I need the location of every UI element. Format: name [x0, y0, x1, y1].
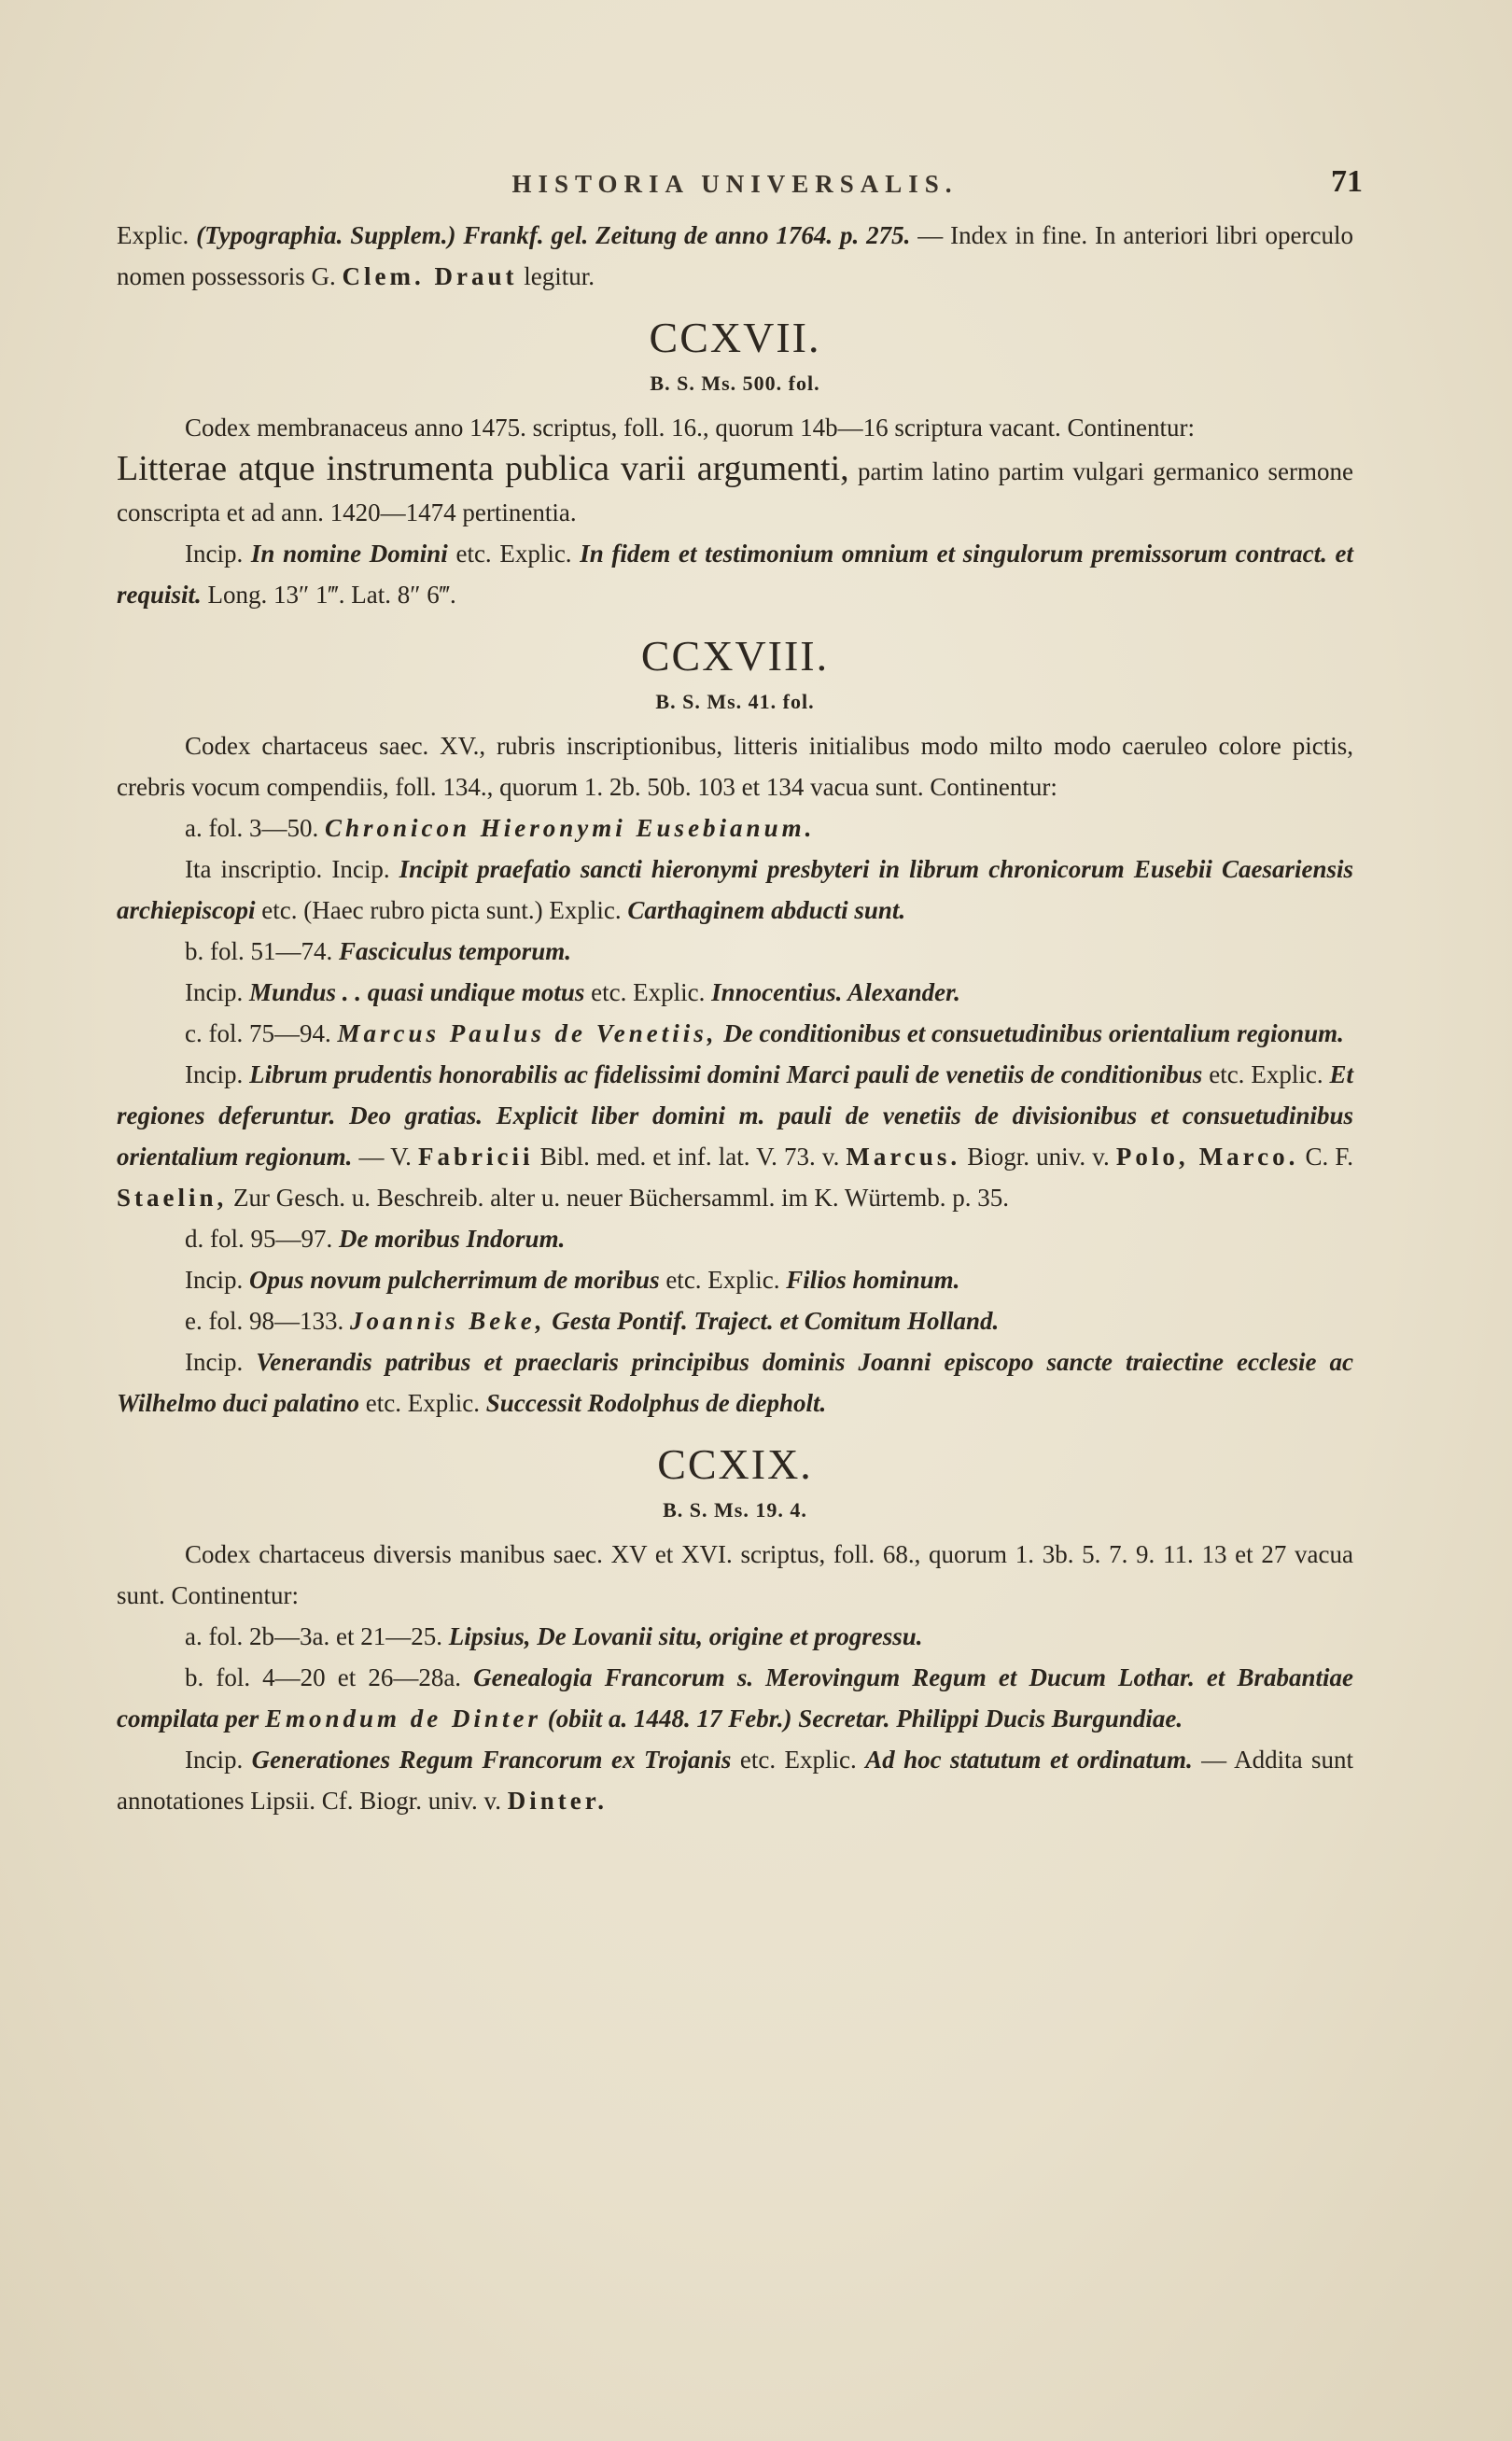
ref-part: C. F.: [1298, 1143, 1353, 1171]
incip-part: Generationes Regum Francorum ex Trojanis: [251, 1746, 732, 1774]
item-head: a. fol. 2b—3a. et 21—25.: [185, 1622, 449, 1650]
incip-part: etc. Explic.: [359, 1389, 486, 1417]
catalogue-page: [117, 159, 1363, 1821]
incip-e-ccxviii: [117, 1341, 1353, 1424]
incip-part: Incip.: [185, 1060, 250, 1088]
incip-part: etc. Explic.: [731, 1746, 866, 1774]
incip-part: etc. Explic.: [659, 1266, 787, 1294]
incip-b-ccxviii: [117, 972, 1353, 1013]
ref-name: Staelin,: [117, 1184, 228, 1212]
ref-part: Biogr. univ. v.: [960, 1143, 1116, 1171]
shelfmark-ccxix: B. S. Ms. 19. 4.: [663, 1498, 807, 1522]
item-d-ccxviii: [117, 1218, 1353, 1259]
item-c-ccxviii: [117, 1013, 1353, 1054]
ref-name: Marcus.: [846, 1143, 961, 1171]
item-b-ccxviii: [117, 931, 1353, 972]
item-author: Joannis Beke,: [349, 1307, 546, 1335]
item-a-ccxix: [117, 1616, 1353, 1657]
incip-part: Venerandis patribus et praeclaris principibus dominis Joanni episcopo sancte traiectine ecclesie ac Wilhelmo duci palatino: [117, 1348, 1353, 1417]
incip-part: Incip.: [185, 1746, 252, 1774]
intro-line2-a: Index in fine. In anteriori libri operculo nomen possessoris G.: [117, 221, 1354, 290]
incip-part: etc. Explic.: [584, 978, 712, 1006]
incip-etc: etc. Explic.: [447, 540, 581, 568]
incip-b-ccxix: [117, 1739, 1353, 1821]
item-head: c. fol. 75—94.: [185, 1019, 338, 1047]
incip-part: Incipit praefatio sancti hieronymi presbyteri in librum chronicorum Eusebii Caesariensis archiepiscopi: [117, 855, 1353, 924]
item-a-ccxviii: [117, 807, 1353, 849]
explic-text: In fidem et testimonium omnium et singulorum premissorum contract. et requisit.: [117, 540, 1354, 609]
incip-part: etc. (Haec rubro picta sunt.) Explic.: [255, 896, 628, 924]
item-head: a. fol. 3—50.: [185, 814, 325, 842]
intro-explic-label: Explic.: [117, 221, 189, 249]
ref-part: Bibl. med. et inf. lat. V. 73. v.: [533, 1143, 847, 1171]
incip-part: Et regiones deferuntur. Deo gratias. Explicit liber domini m. pauli de venetiis de divisionibus et consuetudinibus orientalium regionum.: [117, 1060, 1353, 1171]
incip-part: Incip.: [185, 1348, 257, 1376]
incip-part: Innocentius. Alexander.: [711, 978, 960, 1006]
intro-line2-b: legitur.: [517, 262, 595, 290]
title-ccxvii: [117, 448, 1353, 533]
incip-part: Successit Rodolphus de diepholt.: [485, 1389, 827, 1417]
running-head: [117, 159, 1363, 215]
item-author: Emondum de Dinter: [264, 1704, 542, 1733]
item-head: d. fol. 95—97.: [185, 1225, 339, 1253]
item-title: De moribus Indorum.: [339, 1225, 566, 1253]
intro-explic-text: (Typographia. Supplem.) Frankf. gel. Zeitung de anno 1764. p. 275.: [196, 221, 911, 249]
item-title: Genealogia Francorum s. Merovingum Regum et Ducum Lothar. et Brabantiae compilata per: [117, 1663, 1353, 1733]
incip-d-ccxviii: [117, 1259, 1353, 1300]
incip-a-ccxviii: [117, 849, 1353, 931]
item-title: Gesta Pontif. Traject. et Comitum Holland.: [545, 1307, 1000, 1335]
item-author: Marcus Paulus de Venetiis,: [337, 1019, 718, 1047]
incip-c-ccxviii: [117, 1054, 1353, 1218]
intro-possessor: Clem. Draut: [342, 262, 518, 290]
desc-ccxvii: Codex membranaceus anno 1475. scriptus, foll. 16., quorum 14b—16 scriptura vacant. Continentur:: [185, 414, 1196, 442]
incip-part: — Addita sunt annotationes Lipsii. Cf. Biogr. univ. v.: [117, 1746, 1353, 1815]
incip-text: In nomine Domini: [250, 540, 448, 568]
incip-part: etc. Explic.: [1202, 1060, 1330, 1088]
desc-ccxviii: Codex chartaceus saec. XV., rubris inscriptionibus, litteris initialibus modo milto modo caeruleo colore pictis, crebris vocum compendiis, foll. 134., quorum 1. 2b. 50b. 103 et 134 vacua sunt. Continentur:: [117, 732, 1353, 801]
item-title: De conditionibus et consuetudinibus orientalium regionum.: [717, 1019, 1344, 1047]
incip-part: Incip.: [185, 978, 249, 1006]
item-e-ccxviii: [117, 1300, 1353, 1341]
running-title: HISTORIA UNIVERSALIS.: [511, 170, 959, 198]
title-rest-ccxvii: partim latino partim vulgari germanico sermone conscripta et ad ann. 1420—1474 pertinentia.: [117, 457, 1353, 526]
incip-part: Opus novum pulcherrimum de moribus: [248, 1266, 660, 1294]
incip-part: Ita inscriptio. Incip.: [185, 855, 399, 883]
incip-part: Incip.: [185, 1266, 249, 1294]
item-title: Lipsius, De Lovanii situ, origine et progressu.: [448, 1622, 923, 1650]
item-head: e. fol. 98—133.: [185, 1307, 350, 1335]
item-b-ccxix: [117, 1657, 1353, 1739]
incip-part: Filios hominum.: [786, 1266, 960, 1294]
ref-name: Dinter.: [507, 1787, 608, 1815]
ref-name: Polo, Marco.: [1115, 1143, 1299, 1171]
shelfmark-ccxviii: B. S. Ms. 41. fol.: [655, 690, 815, 713]
incip-part: Ad hoc statutum et ordinatum.: [865, 1746, 1193, 1774]
entry-numeral-ccxvii: CCXVII.: [649, 314, 821, 361]
item-title: (obiit a. 1448. 17 Febr.) Secretar. Philippi Ducis Burgundiae.: [541, 1704, 1183, 1733]
size-text: Long. 13″ 1‴. Lat. 8″ 6‴.: [201, 581, 456, 609]
entry-numeral-ccxviii: CCXVIII.: [640, 632, 830, 680]
item-title: Fasciculus temporum.: [339, 937, 572, 965]
intro-dash: —: [910, 221, 944, 249]
ref-part: Zur Gesch. u. Beschreib. alter u. neuer Büchersamml. im K. Würtemb. p. 35.: [227, 1184, 1010, 1212]
incip-ccxvii: [117, 533, 1353, 615]
incip-label: Incip.: [185, 540, 244, 568]
incip-part: Librum prudentis honorabilis ac fidelissimi domini Marci pauli de venetiis de conditionibus: [249, 1060, 1203, 1088]
item-title: Chronicon Hieronymi Eusebianum.: [324, 814, 816, 842]
ref-part: — V.: [352, 1143, 419, 1171]
entry-numeral-ccxix: CCXIX.: [657, 1440, 813, 1488]
intro-explic: [117, 215, 1353, 297]
ref-name: Fabricii: [418, 1143, 534, 1171]
incip-part: Mundus . . quasi undique motus: [248, 978, 585, 1006]
desc-ccxix: Codex chartaceus diversis manibus saec. XV et XVI. scriptus, foll. 68., quorum 1. 3b. 5. 7. 9. 11. 13 et 27 vacua sunt. Continentur:: [117, 1540, 1353, 1609]
page-number: 71: [1331, 164, 1363, 199]
title-big-ccxvii: Litterae atque instrumenta publica varii argumenti,: [117, 449, 849, 488]
item-head: b. fol. 4—20 et 26—28a.: [185, 1663, 474, 1691]
shelfmark-ccxvii: B. S. Ms. 500. fol.: [650, 372, 820, 395]
incip-part: Carthaginem abducti sunt.: [627, 896, 906, 924]
item-head: b. fol. 51—74.: [185, 937, 339, 965]
